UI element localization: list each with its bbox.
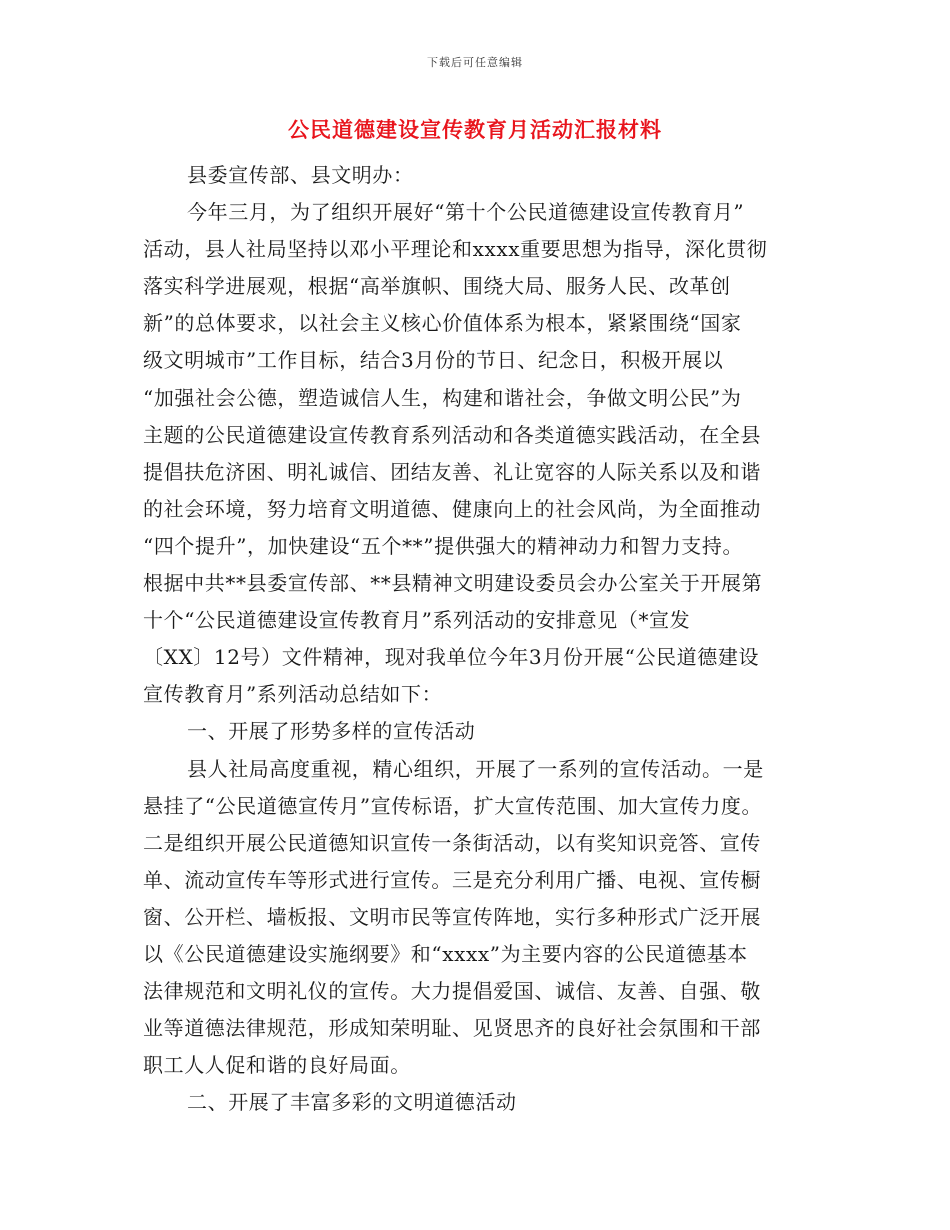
text-line: 〔XX〕12号）文件精神，现对我单位今年3月份开展“公民道德建设: [143, 645, 760, 670]
document-title: 公民道德建设宣传教育月活动汇报材料: [288, 118, 662, 142]
text-line: 以《公民道德建设实施纲要》和“xxxx”为主要内容的公民道德基本: [143, 941, 748, 966]
text-line: 根据中共**县委宣传部、**县精神文明建设委员会办公室关于开展第: [143, 571, 763, 596]
text-line: 二、开展了丰富多彩的文明道德活动: [187, 1090, 517, 1115]
text-line: 县委宣传部、县文明办：: [187, 163, 414, 187]
document-body: [143, 157, 809, 1121]
text-line: 今年三月，为了组织开展好“第十个公民道德建设宣传教育月”: [187, 200, 745, 225]
text-line: “加强社会公德，塑造诚信人生，构建和谐社会，争做文明公民”为: [143, 385, 742, 410]
text-line: 一、开展了形势多样的宣传活动: [187, 719, 476, 744]
text-line: 悬挂了“公民道德宣传月”宣传标语，扩大宣传范围、加大宣传力度。: [143, 793, 763, 818]
page-header-note: 下载后可任意编辑: [427, 56, 523, 69]
text-line: 单、流动宣传车等形式进行宣传。三是充分利用广播、电视、宣传橱: [143, 867, 761, 892]
text-line: 二是组织开展公民道德知识宣传一条街活动，以有奖知识竞答、宣传: [143, 830, 761, 855]
text-line: “四个提升”，加快建设“五个**”提供强大的精神动力和智力支持。: [143, 533, 744, 558]
text-line: 的社会环境，努力培育文明道德、健康向上的社会风尚，为全面推动: [143, 496, 761, 521]
text-line: 法律规范和文明礼仪的宣传。大力提倡爱国、诚信、友善、自强、敬: [143, 979, 761, 1004]
text-line: 主题的公民道德建设宣传教育系列活动和各类道德实践活动，在全县: [143, 422, 761, 447]
text-line: 十个“公民道德建设宣传教育月”系列活动的安排意见（*宣发: [143, 608, 691, 633]
text-line: 落实科学进展观，根据“高举旗帜、围绕大局、服务人民、改革创: [143, 274, 731, 299]
text-line: 业等道德法律规范，形成知荣明耻、见贤思齐的良好社会氛围和干部: [143, 1016, 761, 1041]
text-line: 窗、公开栏、墙板报、文明市民等宣传阵地，实行多种形式广泛开展: [143, 904, 761, 929]
text-line: 县人社局高度重视，精心组织，开展了一系列的宣传活动。一是: [187, 756, 764, 781]
text-line: 职工人人促和谐的良好局面。: [143, 1053, 411, 1078]
text-line: 新”的总体要求，以社会主义核心价值体系为根本，紧紧围绕“国家: [143, 311, 742, 336]
text-line: 活动，县人社局坚持以邓小平理论和xxxx重要思想为指导，深化贯彻: [143, 237, 768, 262]
text-line: 提倡扶危济困、明礼诚信、团结友善、礼让宽容的人际关系以及和谐: [143, 459, 761, 484]
text-line: 宣传教育月”系列活动总结如下：: [143, 682, 443, 707]
text-line: 级文明城市”工作目标，结合3月份的节日、纪念日，积极开展以: [143, 348, 724, 373]
